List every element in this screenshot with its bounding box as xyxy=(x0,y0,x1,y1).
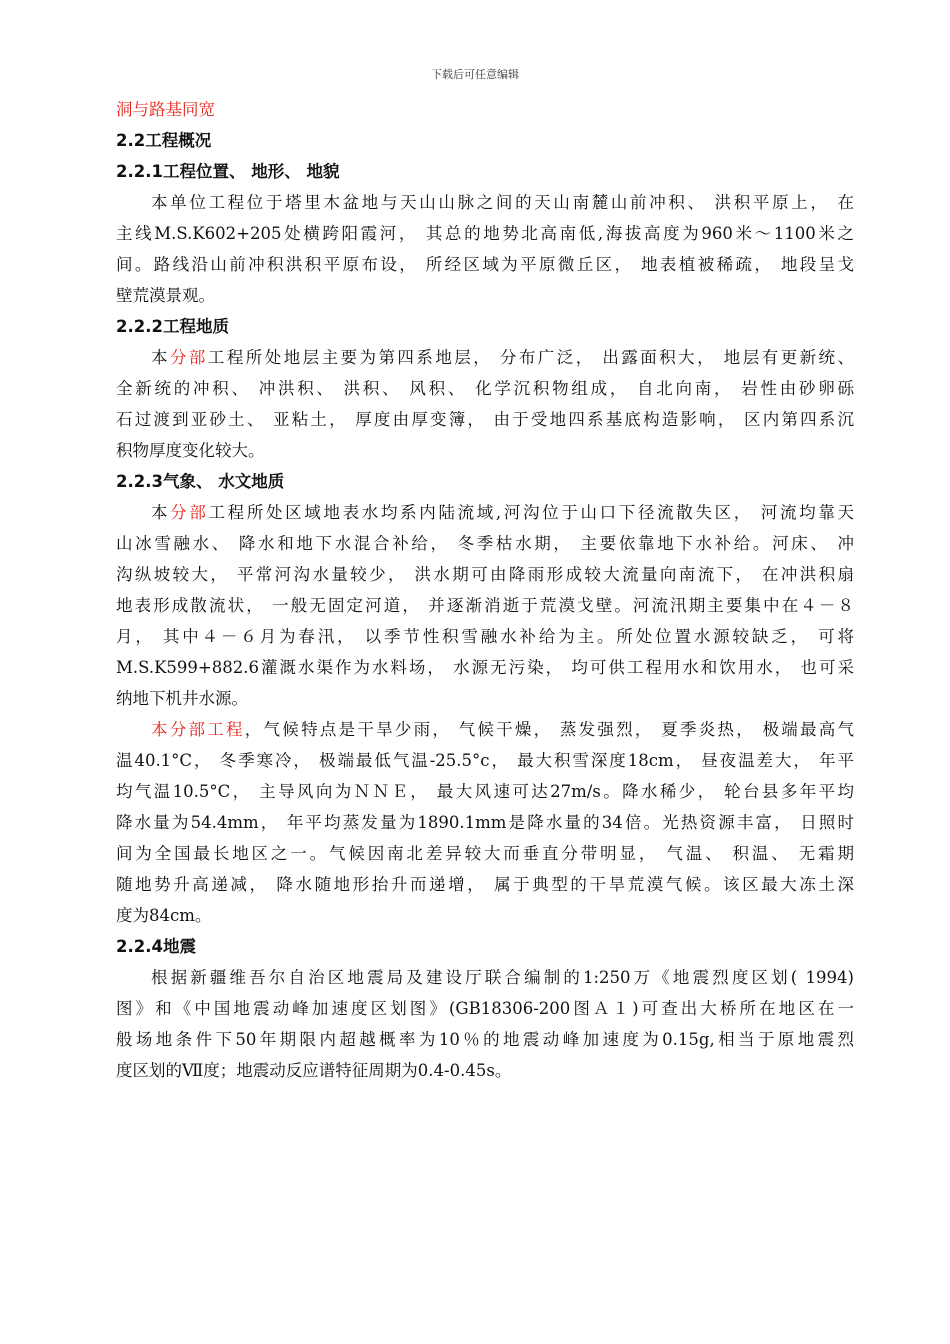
paragraph-line: 壁荒漠景观。 xyxy=(116,286,215,305)
paragraph-line: 图》和《中国地震动峰加速度区划图》(GB18306-200图Ａ１)可查出大桥所在地区在一 xyxy=(116,999,854,1018)
paragraph-line: 全新统的冲积、 冲洪积、 洪积、 风积、 化学沉积物组成， 自北向南， 岩性由砂卵砾 xyxy=(116,379,854,398)
page-header: 下载后可任意编辑 xyxy=(431,68,519,81)
paragraph-line: 温40.1°C， 冬季寒冷， 极端最低气温-25.5°c， 最大积雪深度18cm， 昼夜温差大， 年平 xyxy=(116,751,854,770)
paragraph-line: 般场地条件下50年期限内超越概率为10％的地震动峰加速度为0.15g,相当于原地震烈 xyxy=(116,1030,854,1049)
heading-earthquake: 2.2.4地震 xyxy=(116,937,196,956)
highlight-text: 分部 xyxy=(169,348,208,367)
paragraph-line: 地表形成散流状， 一般无固定河道， 并逐渐消逝于荒漠戈壁。河流汛期主要集中在４－８ xyxy=(116,596,854,615)
heading-location: 2.2.1工程位置、 地形、 地貌 xyxy=(116,162,340,181)
paragraph-line: 本单位工程位于塔里木盆地与天山山脉之间的天山南麓山前冲积、 洪积平原上， 在 xyxy=(151,193,854,212)
paragraph-line: 月， 其中４－６月为春汛， 以季节性积雪融水补给为主。所处位置水源较缺乏， 可将 xyxy=(116,627,854,646)
highlight-text: 本分部工程 xyxy=(151,720,245,739)
paragraph-line: 本分部工程所处区域地表水均系内陆流域,河沟位于山口下径流散失区， 河流均靠天 xyxy=(151,503,854,522)
paragraph-line: 积物厚度变化较大。 xyxy=(116,441,265,460)
highlight-text: 分部 xyxy=(170,503,209,522)
paragraph-line: 均气温10.5°C， 主导风向为ＮＮＥ， 最大风速可达27m/s。降水稀少， 轮台县多年平均 xyxy=(116,782,854,801)
paragraph-line: 主线M.S.K602+205处横跨阳霞河， 其总的地势北高南低,海拔高度为960米～1100米之 xyxy=(116,224,854,243)
paragraph-line: 本分部工程所处地层主要为第四系地层， 分布广泛， 出露面积大， 地层有更新统、 xyxy=(151,348,854,367)
paragraph-line: 间。路线沿山前冲积洪积平原布设， 所经区域为平原微丘区， 地表植被稀疏， 地段呈戈 xyxy=(116,255,854,274)
document-body xyxy=(116,94,854,1086)
paragraph-line: 沟纵坡较大， 平常河沟水量较少， 洪水期可由降雨形成较大流量向南流下， 在冲洪积扇 xyxy=(116,565,854,584)
paragraph-line: 随地势升高递减， 降水随地形抬升而递增， 属于典型的干旱荒漠气候。该区最大冻土深 xyxy=(116,875,854,894)
paragraph-line: 间为全国最长地区之一。气候因南北差异较大而垂直分带明显， 气温、 积温、 无霜期 xyxy=(116,844,854,863)
paragraph-line: 本分部工程，气候特点是干旱少雨， 气候干燥， 蒸发强烈， 夏季炎热， 极端最高气 xyxy=(151,720,854,739)
intro-line: 洞与路基同宽 xyxy=(116,100,215,119)
paragraph-line: 山冰雪融水、 降水和地下水混合补给， 冬季枯水期， 主要依靠地下水补给。河床、 冲 xyxy=(116,534,854,553)
paragraph-line: 根据新疆维吾尔自治区地震局及建设厅联合编制的1:250万《地震烈度区划( 1994) xyxy=(151,968,854,987)
paragraph-line: M.S.K599+882.6灌溉水渠作为水料场， 水源无污染， 均可供工程用水和饮用水， 也可采 xyxy=(116,658,854,677)
heading-hydrology: 2.2.3气象、 水文地质 xyxy=(116,472,285,491)
paragraph-line: 纳地下机井水源。 xyxy=(116,689,248,708)
section-title: 2.2工程概况 xyxy=(116,131,212,150)
paragraph-line: 石过渡到亚砂土、 亚粘土， 厚度由厚变簿， 由于受地四系基底构造影响， 区内第四系沉 xyxy=(116,410,854,429)
paragraph-line: 度区划的Ⅶ度；地震动反应谱特征周期为0.4-0.45s。 xyxy=(116,1061,512,1080)
paragraph-line: 度为84cm。 xyxy=(116,906,212,925)
paragraph-line: 降水量为54.4mm， 年平均蒸发量为1890.1mm是降水量的34倍。光热资源丰富， 日照时 xyxy=(116,813,854,832)
heading-geology: 2.2.2工程地质 xyxy=(116,317,229,336)
